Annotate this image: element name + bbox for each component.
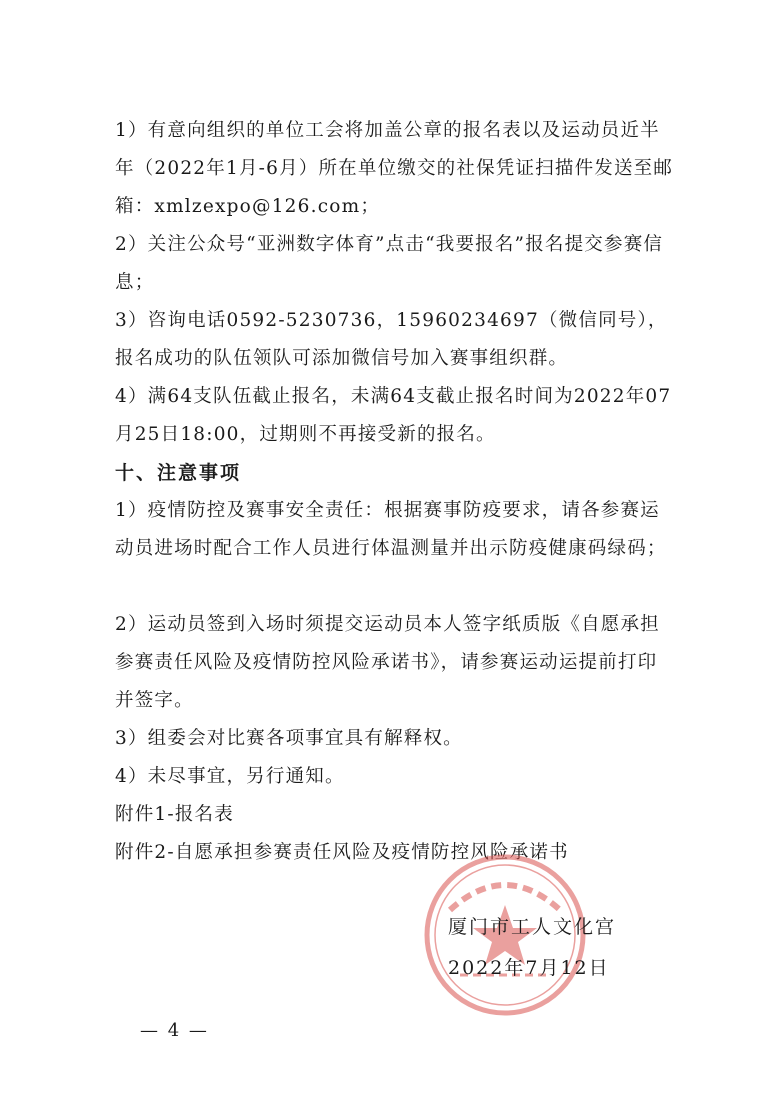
registration-item-2: 2）关注公众号“亚洲数字体育”点击“我要报名”报名提交参赛信息； bbox=[115, 234, 664, 293]
notes-item-4: 4）未尽事宜，另行通知。 bbox=[115, 766, 345, 787]
signature-date: 2022年7月12日 bbox=[448, 957, 610, 979]
registration-item-3: 3）咨询电话0592-5230736，15960234697（微信同号），报名成功的队伍领队可添加微信号加入赛事组织群。 bbox=[115, 310, 668, 369]
registration-item-4: 4）满64支队伍截止报名，未满64支截止报名时间为2022年07月25日18:00，过期则不再接受新的报名。 bbox=[115, 386, 672, 445]
notes-item-2: 2）运动员签到入场时须提交运动员本人签字纸质版《自愿承担参赛责任风险及疫情防控风险承诺书》，请参赛运动运提前打印并签字。 bbox=[115, 614, 660, 711]
notes-item-3: 3）组委会对比赛各项事宜具有解释权。 bbox=[115, 728, 463, 749]
notes-item-1: 1）疫情防控及赛事安全责任：根据赛事防疫要求，请各参赛运动员进场时配合工作人员进行体温测量并出示防疫健康码绿码； bbox=[115, 500, 667, 559]
attachment-1: 附件1-报名表 bbox=[115, 804, 234, 825]
section-heading-notes: 十、注意事项 bbox=[115, 462, 242, 484]
signature-organization: 厦门市工人文化宫 bbox=[448, 916, 617, 938]
attachment-2: 附件2-自愿承担参赛责任风险及疫情防控风险承诺书 bbox=[115, 842, 569, 863]
page-number: — 4 — bbox=[140, 1020, 209, 1041]
registration-item-1: 1）有意向组织的单位工会将加盖公章的报名表以及运动员近半年（2022年1月-6月）所在单位缴交的社保凭证扫描件发送至邮箱：xmlzexpo@126.com； bbox=[115, 120, 674, 217]
